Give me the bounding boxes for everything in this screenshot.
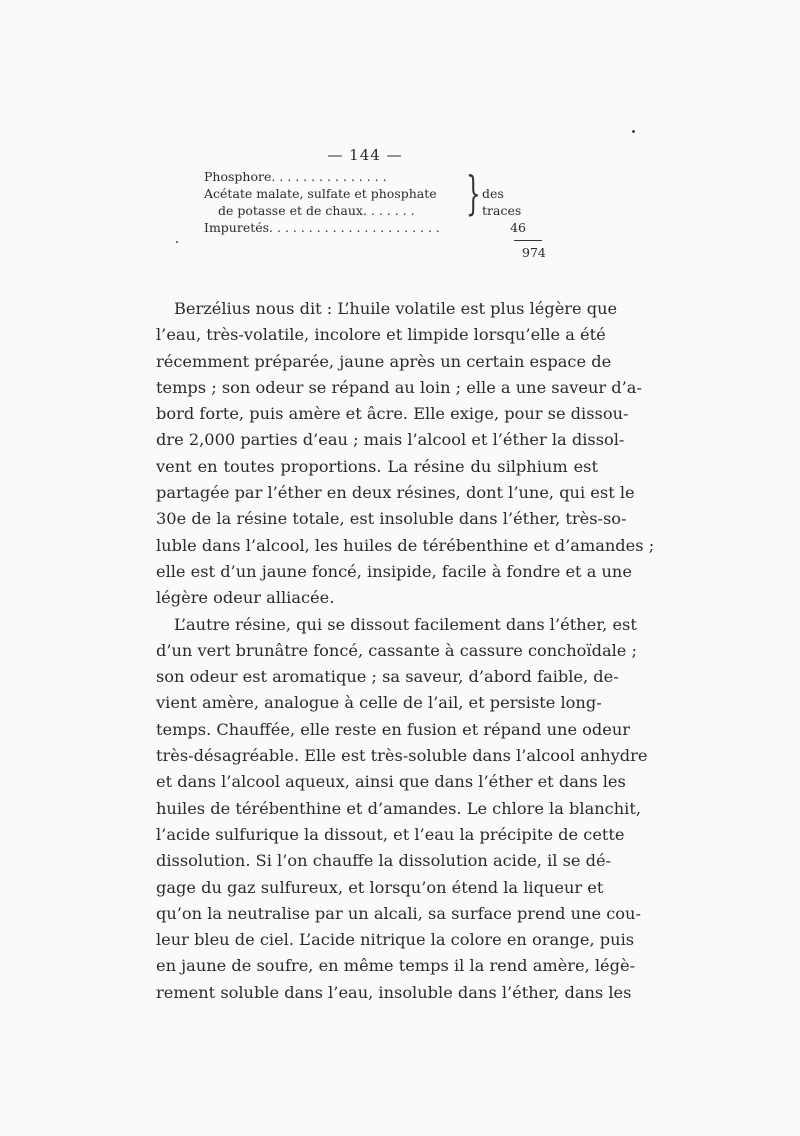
table-total: 974 <box>522 245 546 260</box>
total-rule <box>514 240 542 241</box>
composition-table <box>204 166 546 260</box>
text-line: vient amère, analogue à celle de l’ail, et persiste long- <box>156 693 602 713</box>
text-line: et dans l’alcool aqueux, ainsi que dans l’éther et dans les <box>156 772 626 792</box>
text-line: en jaune de soufre, en même temps il la rend amère, légè- <box>156 956 636 976</box>
text-line: d’un vert brunâtre foncé, cassante à cassure conchoïdale ; <box>156 640 637 660</box>
text-line: récemment préparée, jaune après un certain espace de <box>156 351 612 371</box>
brace-note: des traces <box>482 186 522 218</box>
text-line: huiles de térébenthine et d’amandes. Le chlore la blanchit, <box>156 798 641 818</box>
text-line: vent en toutes proportions. La résine du silphium est <box>156 456 598 476</box>
text-line: luble dans l’alcool, les huiles de térébenthine et d’amandes ; <box>156 535 655 555</box>
text-line: partagée par l’éther en deux résines, dont l’une, qui est le <box>156 483 635 503</box>
ink-speck <box>632 130 635 133</box>
table-row-label: Impuretés. . . . . . . . . . . . . . . . . . . . . . <box>204 220 440 235</box>
text-line: dre 2,000 parties d’eau ; mais l’alcool et l’éther la dissol- <box>156 430 625 450</box>
table-row-label: de potasse et de chaux. . . . . . . <box>218 203 415 218</box>
body-text <box>156 296 655 1006</box>
text-line: l’acide sulfurique la dissout, et l’eau la précipite de cette <box>156 824 625 844</box>
text-line: gage du gaz sulfureux, et lorsqu’on étend la liqueur et <box>156 877 604 897</box>
text-line: elle est d’un jaune foncé, insipide, facile à fondre et a une <box>156 561 632 581</box>
text-line: temps ; son odeur se répand au loin ; elle a une saveur d’a- <box>156 377 642 397</box>
text-line: l’eau, très-volatile, incolore et limpide lorsqu’elle a été <box>156 325 606 345</box>
page-number: — 144 — <box>327 146 403 164</box>
text-line: temps. Chauffée, elle reste en fusion et répand une odeur <box>156 719 631 739</box>
text-line: leur bleu de ciel. L’acide nitrique la colore en orange, puis <box>156 930 635 950</box>
text-line: dissolution. Si l’on chauffe la dissolution acide, il se dé- <box>156 851 612 871</box>
table-row <box>204 168 544 185</box>
text-line: très-désagréable. Elle est très-soluble dans l’alcool anhydre <box>156 746 648 766</box>
table-row <box>204 219 544 236</box>
text-line: son odeur est aromatique ; sa saveur, d’abord faible, de- <box>156 667 619 687</box>
text-line: rement soluble dans l’eau, insoluble dans l’éther, dans les <box>156 982 632 1002</box>
text-line: 30e de la résine totale, est insoluble dans l’éther, très-so- <box>156 509 627 529</box>
text-line: bord forte, puis amère et âcre. Elle exige, pour se dissou- <box>156 404 629 424</box>
text-line: légère odeur alliacée. <box>156 588 335 608</box>
text-line: qu’on la neutralise par un alcali, sa surface prend une cou- <box>156 903 641 923</box>
text-line: L’autre résine, qui se dissout facilement dans l’éther, est <box>174 614 637 634</box>
table-row-label: Phosphore. . . . . . . . . . . . . . . <box>204 169 387 184</box>
table-row-value: 46 <box>510 220 526 235</box>
ink-speck <box>176 241 178 243</box>
text-line: Berzélius nous dit : L’huile volatile est plus légère que <box>174 299 618 318</box>
table-row-label: Acétate malate, sulfate et phosphate <box>204 186 437 201</box>
curly-brace-icon: } <box>466 166 481 220</box>
